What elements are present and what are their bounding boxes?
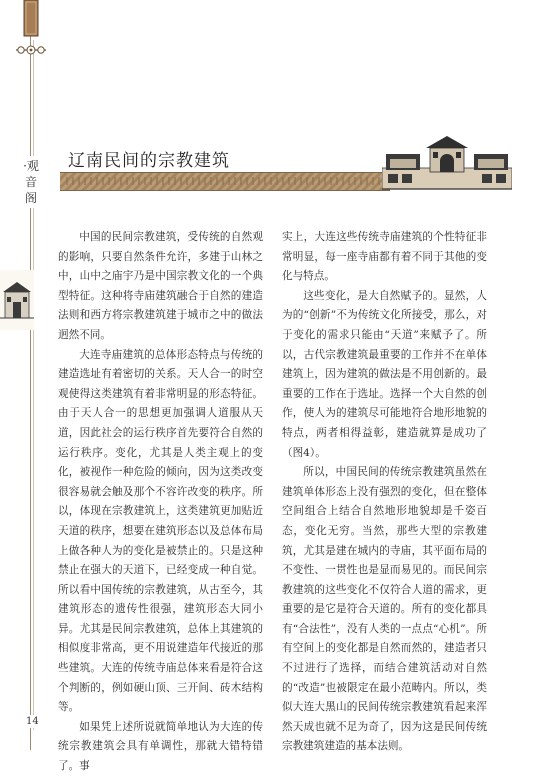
paragraph-continued: 实上，大连这些传统寺庙建筑的个性特征非常明显，每一座寺庙都有着不同于其他的变化与特点。 [282,231,487,283]
paragraph: 这些变化，是大自然赋予的。显然，人为的“创新”不为传统文化所接受，那么，对于变化的需求只能由“天道”来赋予了。所以，古代宗教建筑最重要的工作并不在单体建筑上，因为建筑的做法是不用创新的。最重要的工作在于选址。选择一个大自然的创作，使人为的建筑尽可能地符合地形地貌的特点，两者相得益彰，建造就算是成功了（图4）。 [282,289,487,459]
margin-rule-inner [33,40,34,730]
paragraph: 所以，中国民间的传统宗教建筑虽然在建筑单体形态上没有强烈的变化，但在整体空间组合上结合自然地形地貌却是千姿百态，变化无穷。当然，那些大型的宗教建筑，尤其是建在城内的寺庙，其平面布局的不变性、一贯性也是显而易见的。而民间宗教建筑的这些变化不仅符合人道的需求，更重要的是它是符合天道的。所有的变化都具有“合法性”，没有人类的一点点“心机”。所有空间上的变化都是自然而然的，建造者只不过进行了选择，而结合建筑活动对自然的“改造”也被限定在最小范畴内。所以，类似大连大黑山的民间传统宗教建筑看起来浑然天成也就不足为奇了，因为这是民间传统宗教建筑建造的基本法则。 [282,466,487,753]
text-column-right [282,228,487,757]
sidebar-section-label: ·观音阁 [22,156,40,208]
section-header [60,130,510,192]
temple-thumbnail-icon [0,270,34,330]
section-title: 辽南民间的宗教建筑 [68,151,230,171]
paragraph: 如果凭上述所说就简单地认为大连的传统宗教建筑会具有单调性，那就大错特错了。事 [58,720,263,773]
margin-rule [30,0,31,750]
text-column-left [58,228,263,777]
paragraph: 中国的民间宗教建筑，受传统的自然观的影响，只要自然条件允许，多建于山林之中，山中之庙宇乃是中国宗教文化的一个典型特征。这种将寺庙建筑融合于自然的建造法则和西方将宗教建筑建于城市之中的做法迥然不同。 [58,231,263,341]
paragraph: 大连寺庙建筑的总体形态特点与传统的建造选址有着密切的关系。天人合一的时空观使得这类建筑有着非常明显的形态特征。由于天人合一的思想更加强调人道服从天道，因此社会的运行秩序首先要符合自然的运行秩序。变化，尤其是人类主观上的变化，被视作一种危险的倾向，因为这类改变很容易就会触及那个不容许改变的秩序。所以，体现在宗教建筑上，这类建筑更加贴近天道的秩序，想要在建筑形态以及总体布局上做各种人为的变化是被禁止的。只是这种禁止在强大的天道下，已经变成一种自觉。所以看中国传统的宗教建筑，从古至今，其建筑形态的遗传性很强，建筑形态大同小异。尤其是民间宗教建筑，总体上其建筑的相似度非常高，更不用说建造年代接近的那些建筑。大连的传统寺庙总体来看是符合这个判断的，例如硬山顶、三开间、砖木结构等。 [58,348,263,714]
top-ornament-icon [14,0,48,60]
page-number: 14 [26,716,39,727]
temple-illustration-icon [382,130,512,192]
title-decorative-band [60,172,390,191]
